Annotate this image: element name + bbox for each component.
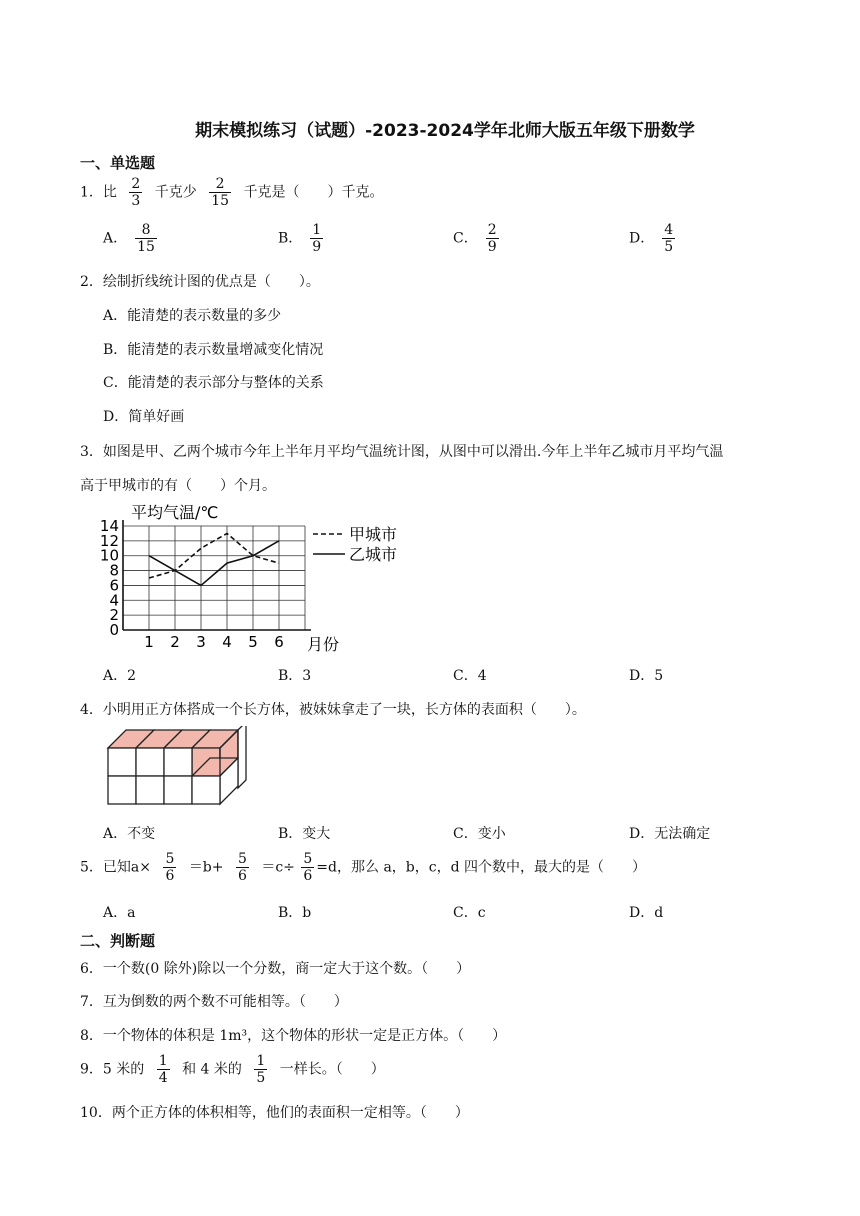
cube-front-face [164, 748, 192, 776]
section-heading-true-false: 二、判断题 [80, 932, 156, 950]
question-3-line-1: 3．如图是甲、乙两个城市今年上半年月平均气温统计图，从图中可以滑出.今年上半年乙城市月平均气温 [80, 444, 724, 460]
x-tick-label: 2 [170, 633, 180, 651]
question-1-fraction-a: $\frac{2}{3}$ [131, 176, 141, 209]
section-heading-single-choice: 一、单选题 [80, 154, 156, 172]
question-4-option-a[interactable]: A．不变 [103, 826, 156, 842]
legend-label: 甲城市 [349, 525, 398, 544]
question-5-option-a[interactable]: A．a [103, 905, 136, 921]
question-3-line-2: 高于甲城市的有（ ）个月。 [80, 478, 276, 494]
question-5-text-a: 5．已知a× [80, 859, 151, 876]
question-1 [80, 176, 383, 209]
x-tick-label: 5 [248, 633, 258, 651]
question-3-option-c[interactable]: C．4 [453, 668, 487, 684]
y-tick-label: 2 [109, 606, 119, 625]
x-tick-label: 4 [222, 633, 232, 651]
question-5-option-b[interactable]: B．b [278, 905, 312, 921]
question-5-option-c[interactable]: C．c [453, 905, 486, 921]
question-10: 10．两个正方体的体积相等，他们的表面积一定相等。（ ） [80, 1105, 469, 1121]
y-tick-label: 12 [99, 531, 119, 550]
question-4-option-c[interactable]: C．变小 [453, 826, 506, 842]
question-2-option-d[interactable]: D．简单好画 [103, 409, 185, 425]
question-1-number: 1． [80, 184, 103, 201]
chart-legend [313, 525, 397, 564]
page-title: 期末模拟练习（试题）-2023-2024学年北师大版五年级下册数学 [195, 121, 695, 141]
cube-front-face [108, 748, 136, 776]
question-9 [80, 1053, 385, 1086]
question-9-text-c: 一样长。（ ） [279, 1061, 385, 1078]
y-tick-label: 6 [109, 576, 119, 595]
y-tick-label: 10 [99, 546, 119, 565]
question-1-option-b[interactable]: B． $\frac{1}{9}$ [278, 222, 322, 255]
chart-x-axis-label: 月份 [307, 635, 340, 654]
question-2-option-a[interactable]: A．能清楚的表示数量的多少 [103, 308, 282, 324]
question-5 [80, 851, 646, 884]
chart-y-tick-labels [100, 517, 119, 639]
question-1-text-b: 千克少 [154, 184, 197, 201]
question-5-fraction-b: $\frac{5}{6}$ [237, 851, 247, 884]
question-5-fraction-c: $\frac{5}{6}$ [303, 851, 313, 884]
question-1-text-c: 千克是（ ）千克。 [243, 184, 384, 201]
question-1-option-a[interactable]: A． $\frac{8}{15}$ [103, 222, 155, 255]
question-4-option-d[interactable]: D．无法确定 [629, 826, 711, 842]
temperature-line-chart [95, 500, 415, 660]
question-5-text-b: ＝b+ [188, 859, 224, 876]
cube-side-face [238, 726, 246, 788]
cube-front-face [108, 776, 136, 804]
y-tick-label: 4 [109, 591, 119, 610]
question-5-text-c: ＝c÷ [261, 859, 295, 876]
question-5-text-d: =d，那么 a，b，c，d 四个数中，最大的是（ ） [316, 859, 646, 876]
cube-front-face [164, 776, 192, 804]
chart-axes [123, 520, 311, 630]
question-8: 8．一个物体的体积是 1m³，这个物体的形状一定是正方体。（ ） [80, 1028, 507, 1044]
y-tick-label: 0 [109, 621, 119, 639]
question-3-option-b[interactable]: B．3 [278, 668, 312, 684]
legend-label: 乙城市 [349, 545, 398, 564]
cube-front-face [136, 748, 164, 776]
x-tick-label: 1 [144, 633, 154, 651]
chart-x-tick-labels [144, 633, 284, 651]
cube-front-face [136, 776, 164, 804]
question-2: 2．绘制折线统计图的优点是（ ）。 [80, 274, 320, 290]
question-1-option-d[interactable]: D． $\frac{4}{5}$ [629, 222, 674, 255]
question-4: 4．小明用正方体搭成一个长方体，被妹妹拿走了一块，长方体的表面积（ ）。 [80, 702, 586, 718]
question-7: 7．互为倒数的两个数不可能相等。（ ） [80, 994, 348, 1010]
question-1-fraction-b: $\frac{2}{15}$ [211, 176, 230, 209]
y-tick-label: 14 [99, 517, 119, 535]
question-9-text-b: 和 4 米的 [182, 1061, 242, 1078]
question-2-option-c[interactable]: C．能清楚的表示部分与整体的关系 [103, 375, 324, 391]
x-tick-label: 3 [196, 633, 206, 651]
cube-front-face [192, 776, 220, 804]
question-9-text-a: 9．5 米的 [80, 1061, 145, 1078]
cuboid-figure [104, 726, 254, 812]
question-6: 6．一个数(0 除外)除以一个分数，商一定大于这个数。（ ） [80, 961, 471, 977]
question-5-fraction-a: $\frac{5}{6}$ [165, 851, 175, 884]
question-4-option-b[interactable]: B．变大 [278, 826, 331, 842]
question-1-text-a: 比 [102, 184, 117, 201]
question-1-option-c[interactable]: C． $\frac{2}{9}$ [453, 222, 497, 255]
question-5-option-d[interactable]: D．d [629, 905, 664, 921]
question-3-option-d[interactable]: D．5 [629, 668, 664, 684]
question-3-option-a[interactable]: A．2 [103, 668, 137, 684]
x-tick-label: 6 [274, 633, 284, 651]
question-9-fraction-a: $\frac{1}{4}$ [158, 1053, 168, 1086]
series-line-2 [149, 541, 279, 586]
y-tick-label: 8 [109, 561, 119, 580]
chart-y-axis-label: 平均气温/℃ [131, 503, 219, 522]
question-2-option-b[interactable]: B．能清楚的表示数量增减变化情况 [103, 342, 324, 358]
question-9-fraction-b: $\frac{1}{5}$ [256, 1053, 266, 1086]
